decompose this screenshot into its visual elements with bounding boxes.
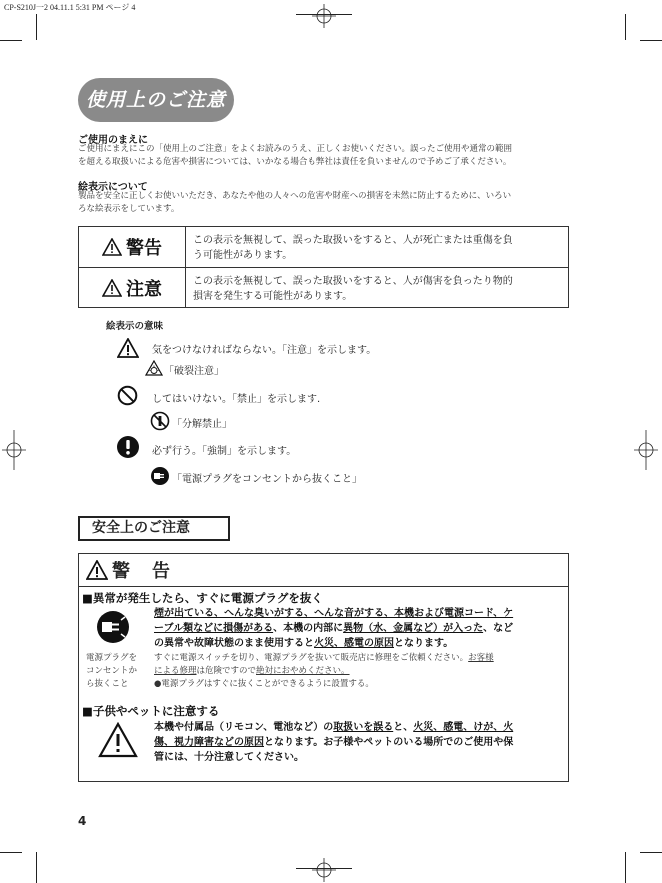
page-title: 使用上のご注意 — [78, 78, 234, 122]
warning-row — [79, 227, 568, 267]
item1-icon-caption-3: ら抜くこと — [86, 679, 129, 689]
prohibition-icon — [117, 385, 138, 406]
item1-icon-caption-2: コンセントか — [86, 666, 138, 676]
signal-word-table — [78, 226, 569, 308]
warning-text-2: う可能性があります。 — [193, 250, 293, 261]
registration-mark-bottom — [312, 858, 336, 882]
mandatory-action-icon — [116, 435, 140, 459]
caution-large-icon — [98, 722, 138, 758]
registration-mark-right — [634, 430, 658, 470]
caution-text-2: 損害を発生する可能性があります。 — [193, 291, 353, 302]
item1-bold-line-3: の異常や故障状態のまま使用すると火災、感電の原因となります。 — [154, 638, 454, 649]
warning-triangle-icon — [102, 238, 122, 256]
item1-detail-line-3: ●電源プラグはすぐに抜くことができるように設置する。 — [154, 679, 374, 689]
item2-bold-line-3: 管には、十分注意してください。 — [154, 752, 304, 763]
no-disassembly-icon — [150, 411, 170, 431]
caution-row — [79, 268, 568, 308]
safety-section-title: 安全上のご注意 — [78, 516, 230, 541]
item1-bold-line-2: ーブル類などに損傷がある、本機の内部に異物（水、金属など）が入った、など — [154, 623, 514, 634]
symbols-text-1: 製品を安全に正しくお使いいただき、あなたや他の人々への危害や財産への損害を未然に防止するために、いろい — [78, 191, 512, 201]
caution-symbol-icon — [117, 338, 139, 358]
item1-bold-line-1: 煙が出ている、へんな臭いがする、へんな音がする、本機および電源コード、ケ — [154, 608, 514, 619]
caution-meaning: 気をつけなければならない。「注意」を示します。 — [152, 345, 377, 356]
item1-detail-line-2: による修理は危険ですので絶対におやめください。 — [154, 666, 350, 676]
item1-icon-caption-1: 電源プラグを — [86, 653, 138, 663]
symbols-text-2: ろな絵表示をしています。 — [78, 204, 180, 214]
item1-detail-line-1: すぐに電源スイッチを切り、電源プラグを抜いて販売店に修理をご依頼ください。お客様 — [154, 653, 494, 663]
registration-mark-left — [2, 430, 26, 470]
caution-text-1: この表示を無視して、誤った取扱いをすると、人が傷害を負ったり物的 — [193, 276, 513, 287]
mandatory-meaning: 必ず行う。「強制」を示します。 — [152, 446, 297, 457]
symbols-heading: 絵表示について — [78, 182, 148, 193]
warning-box-title-row — [86, 557, 172, 583]
caution-label: 注意 — [126, 279, 162, 300]
intro-text-1: ご使用にまえにこの「使用上のご注意」をよくお読みのうえ、正しくお使いください。誤ったご使用や通常の範囲 — [78, 144, 513, 154]
unplug-large-icon — [96, 610, 130, 644]
warning-box-triangle-icon — [86, 560, 108, 580]
caution-example: 「破裂注意」 — [164, 366, 224, 377]
registration-mark-top — [312, 4, 336, 28]
item1-heading: ■異常が発生したら、すぐに電源プラグを抜く — [82, 591, 323, 605]
meanings-heading: 絵表示の意味 — [106, 321, 164, 332]
item2-heading: ■子供やペットに注意する — [82, 704, 220, 718]
warning-box-divider — [79, 586, 568, 587]
intro-text-2: を超える取扱いによる危害や損害については、いかなる場合も弊社は責任を負いませんので予めご了承ください。 — [78, 157, 512, 167]
intro-heading: ご使用のまえに — [78, 135, 148, 146]
burst-caution-icon — [145, 360, 163, 376]
unplug-icon — [150, 466, 170, 486]
print-header: CP-S210J一2 04.11.1 5:31 PM ページ 4 — [4, 3, 136, 12]
item2-bold-line-2: 傷、視力障害などの原因となります。お子様やペットのいる場所でのご使用や保 — [154, 737, 514, 748]
caution-triangle-icon — [102, 279, 122, 297]
warning-text-1: この表示を無視して、誤った取扱いをすると、人が死亡または重傷を負 — [193, 235, 513, 246]
warning-box-title: 警 告 — [112, 561, 172, 582]
prohibit-meaning: してはいけない。「禁止」を示します. — [152, 394, 321, 405]
item2-bold-line-1: 本機や付属品（リモコン、電池など）の取扱いを誤ると、火災、感電、けが、火 — [154, 722, 514, 733]
page-number: 4 — [78, 814, 87, 828]
prohibit-example: 「分解禁止」 — [172, 419, 232, 430]
warning-label: 警告 — [126, 238, 162, 259]
mandatory-example: 「電源プラグをコンセントから抜くこと」 — [172, 474, 362, 485]
